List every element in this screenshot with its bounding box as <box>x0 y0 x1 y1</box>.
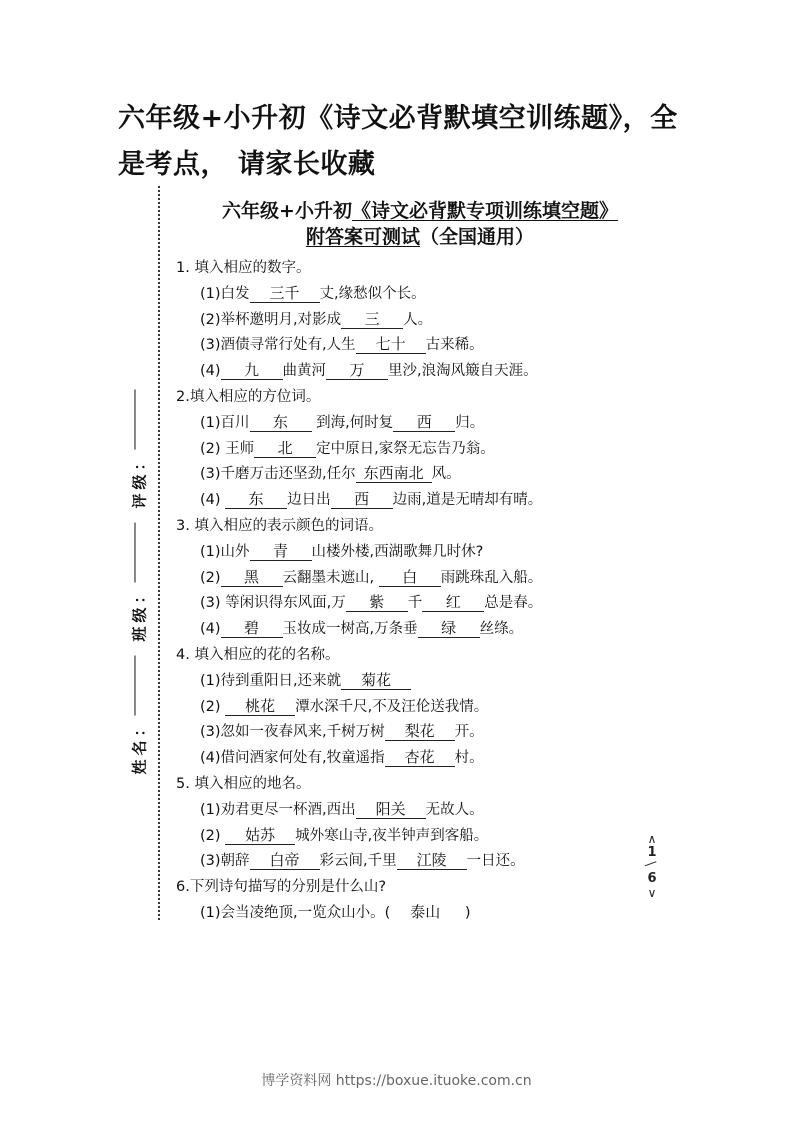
question-item <box>172 282 642 308</box>
question-item <box>172 566 642 592</box>
question-text: (1)待到重阳日,还来就 <box>200 672 342 689</box>
answer-blank[interactable]: 西 <box>331 490 393 509</box>
question-item <box>172 359 642 385</box>
question-text: (2) <box>200 569 221 586</box>
question-text: (2) <box>200 698 226 715</box>
question-text: (2) <box>200 827 226 844</box>
question-item <box>172 901 642 927</box>
answer-blank[interactable]: 东西南北 <box>356 464 432 483</box>
question-text: (4) <box>200 621 221 638</box>
name-label: 姓名： <box>130 717 149 775</box>
answer-blank[interactable]: 碧 <box>221 619 283 638</box>
answer-blank[interactable]: 菊花 <box>341 671 411 690</box>
binding-dotted-line <box>158 186 160 920</box>
question-text: 总是春。 <box>484 595 543 612</box>
title-scope: （全国通用） <box>420 226 535 248</box>
question-item <box>172 591 642 617</box>
grade-label: 评级： <box>130 451 149 509</box>
answer-blank[interactable]: 三 <box>341 310 403 329</box>
question-item <box>172 488 642 514</box>
question-item <box>172 798 642 824</box>
question-text: (1)劝君更尽一杯酒,西出 <box>200 801 356 818</box>
question-item <box>172 824 642 850</box>
question-heading: 3. 填入相应的表示颜色的词语。 <box>176 517 383 534</box>
question-text: 彩云间,千里 <box>319 853 397 870</box>
question-text: (3)酒债寻常行处有,人生 <box>200 337 356 354</box>
answer-blank[interactable]: 万 <box>326 361 388 380</box>
answer-blank[interactable]: 九 <box>221 361 283 380</box>
question-text: ) <box>460 904 471 921</box>
question-item <box>172 462 642 488</box>
answer-blank[interactable]: 杏花 <box>385 748 455 767</box>
page-indicator <box>641 832 663 900</box>
question-text: 山楼外楼,西湖歌舞几时休? <box>311 543 484 560</box>
question-text: 人。 <box>403 311 433 328</box>
question-text: (1)山外 <box>200 543 250 560</box>
answer-blank[interactable]: 白 <box>379 568 441 587</box>
question-text: 归。 <box>455 414 485 431</box>
question-text: 城外寒山寺,夜半钟声到客船。 <box>295 827 489 844</box>
answer-blank[interactable]: 桃花 <box>225 697 295 716</box>
answer-blank[interactable]: 姑苏 <box>225 826 295 845</box>
question-text: (4)借问酒家何处有,牧童遥指 <box>200 750 385 767</box>
question-text: 曲黄河 <box>282 363 327 380</box>
question-heading: 4. 填入相应的花的名称。 <box>176 646 340 663</box>
answer-blank[interactable]: 黑 <box>221 568 283 587</box>
question-text: 玉妆成一树高,万条垂 <box>282 621 418 638</box>
answer-blank[interactable]: 东 <box>250 413 312 432</box>
answer-blank[interactable]: 东 <box>225 490 287 509</box>
answer-blank[interactable]: 七十 <box>356 335 426 354</box>
question-text: 丝绦。 <box>479 621 524 638</box>
page-heading: 六年级+小升初《诗文必背默填空训练题》，全是考点， 请家长收藏 <box>118 103 678 180</box>
question-text: 无故人。 <box>425 801 484 818</box>
page-up-icon[interactable]: ∧ <box>647 832 657 846</box>
footer-watermark: 博学资料网 https://boxue.ituoke.com.cn <box>261 1073 532 1089</box>
exercise-content <box>172 256 642 927</box>
question-text: 古来稀。 <box>425 337 484 354</box>
student-info-fields <box>124 370 154 780</box>
question-heading: 1. 填入相应的数字。 <box>176 260 311 276</box>
question-text: 风。 <box>431 466 461 483</box>
grade-blank <box>135 389 136 449</box>
question-text: 千 <box>407 595 423 612</box>
answer-blank[interactable]: 绿 <box>418 619 480 638</box>
question-heading: 6.下列诗句描写的分别是什么山? <box>176 879 387 896</box>
question-item <box>172 333 642 359</box>
question-text: (2)举杯邀明月,对影成 <box>200 311 342 328</box>
title-prefix: 六年级+小升初 <box>222 200 352 222</box>
title-answer-note: 附答案可测试 <box>305 226 420 248</box>
answer-blank[interactable]: 江陵 <box>397 851 467 870</box>
document-title <box>170 198 670 250</box>
question-text: 云翻墨未遮山, <box>282 569 379 586</box>
question-item <box>172 746 642 772</box>
current-page: 1 <box>647 845 657 860</box>
question-text: (1)百川 <box>200 414 250 431</box>
question-heading: 2.填入相应的方位词。 <box>176 388 321 405</box>
question-text: (3)朝辞 <box>200 853 250 870</box>
question-heading: 5. 填入相应的地名。 <box>176 775 311 792</box>
question-text: (4) <box>200 363 221 380</box>
question-item <box>172 308 642 334</box>
question-text: 开。 <box>454 724 484 741</box>
question-text: 里沙,浪淘风簸自天涯。 <box>388 363 538 380</box>
title-main: 《诗文必背默专项训练填空题》 <box>351 200 618 222</box>
question-text: 边雨,道是无晴却有晴。 <box>392 492 543 509</box>
question-text: (4) <box>200 492 226 509</box>
answer-blank[interactable]: 北 <box>254 439 316 458</box>
answer-blank[interactable]: 泰山 <box>410 902 441 921</box>
name-blank <box>135 656 136 716</box>
question-text: (3)千磨万击还坚劲,任尔 <box>200 466 356 483</box>
answer-blank[interactable]: 青 <box>250 542 312 561</box>
question-text: 丈,缘愁似个长。 <box>319 285 426 302</box>
answer-blank[interactable]: 西 <box>393 413 455 432</box>
question-text: (1)会当凌绝顶,一览众山小。( <box>200 904 391 921</box>
total-pages: 6 <box>647 871 657 886</box>
question-text: 村。 <box>454 750 484 767</box>
question-item <box>172 849 642 875</box>
question-text: (3) 等闲识得东风面,万 <box>200 595 346 612</box>
answer-blank[interactable]: 红 <box>422 593 484 612</box>
question-text: (1)白发 <box>200 285 250 302</box>
question-item <box>172 617 642 643</box>
answer-blank[interactable]: 三千 <box>250 284 320 303</box>
question-text: 潭水深千尺,不及汪伦送我情。 <box>295 698 489 715</box>
answer-blank[interactable]: 紫 <box>346 593 408 612</box>
answer-blank[interactable]: 梨花 <box>385 722 455 741</box>
question-item <box>172 437 642 463</box>
question-text: 边日出 <box>287 492 331 509</box>
question-item <box>172 720 642 746</box>
question-text: (3)忽如一夜春风来,千树万树 <box>200 724 385 741</box>
page-down-icon[interactable]: ∨ <box>647 886 657 900</box>
question-text: 定中原日,家祭无忘告乃翁。 <box>316 440 495 457</box>
answer-blank[interactable]: 白帝 <box>250 851 320 870</box>
question-text: (2) 王师 <box>200 440 255 457</box>
class-blank <box>135 522 136 582</box>
question-text: 雨跳珠乱入船。 <box>440 569 543 586</box>
question-item <box>172 669 642 695</box>
question-item <box>172 411 642 437</box>
question-item <box>172 695 642 721</box>
question-item <box>172 540 642 566</box>
answer-blank[interactable]: 阳关 <box>356 800 426 819</box>
question-text: 到海,何时复 <box>311 414 394 431</box>
question-text: 一日还。 <box>466 853 525 870</box>
class-label: 班级： <box>130 584 149 642</box>
